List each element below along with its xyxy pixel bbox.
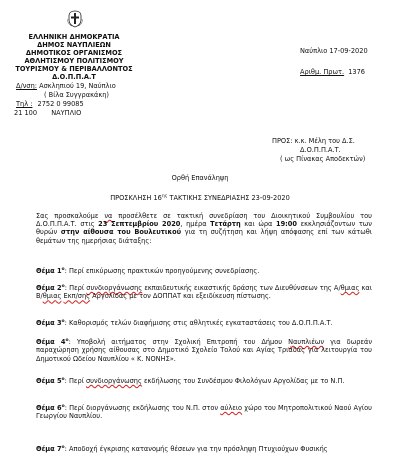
topic-sup: ο — [61, 267, 65, 272]
topic-text: εκδήλωσης του Συνδέσμου Φιλολόγων Αργολίδας με το Ν.Π. — [141, 377, 345, 386]
topic-text: : Περί επικύρωσης πρακτικών προηγούμενης συνεδρίασης. — [64, 267, 260, 276]
topic-6 — [36, 403, 372, 421]
building-name: ( Βίλα Συγγρακάκη) — [44, 91, 109, 99]
topic-text: θμιας — [340, 284, 360, 293]
intro-text-6: για τη συζήτηση και λήψη απόφασης επί των κάτωθι θεμάτων της ημερήσιας διάταξης: — [36, 228, 372, 245]
topic-label: Θέμα 2 — [36, 284, 62, 293]
intro-text-5: εκκλησιάζοντων των θυρών — [36, 220, 372, 237]
meeting-day: Τετάρτη — [210, 220, 241, 229]
protocol-number: 1376 — [348, 68, 365, 76]
topic-text: αύλειο — [220, 404, 243, 413]
topic-text: συνδιοργάνωσης — [86, 284, 143, 293]
org-line-3: ΔΗΜΟΤΙΚΟΣ ΟΡΓΑΝΙΣΜΟΣ — [25, 49, 123, 57]
phone-value: 2752 0 99085 — [37, 100, 84, 108]
meeting-date: 23 Σεπτεμβρίου 2020 — [98, 220, 181, 229]
topic-sup: ο — [61, 284, 65, 289]
topic-text: Αργολίδας με τον ΔΟΠΠΑΤ και εξειδίκευση πίστωσης. — [90, 292, 271, 301]
topic-3 — [36, 318, 372, 327]
city: ΝΑΥΠΛΙΟ — [51, 109, 82, 117]
topic-sup: ο — [61, 404, 65, 409]
topic-2 — [36, 283, 372, 301]
topic-label: Θέμα 5 — [36, 377, 62, 386]
org-line-6: Δ.Ο.Π.Π.Α.Τ — [52, 73, 96, 81]
protocol-label: Αριθμ. Πρωτ. — [300, 68, 345, 76]
topic-label: Θέμα 6 — [36, 404, 62, 413]
topic-text: : Περί — [64, 284, 87, 293]
topic-sup: ο — [61, 445, 65, 450]
topic-5 — [36, 376, 372, 385]
place-date: Ναύπλιο 17-09-2020 — [300, 47, 368, 55]
org-line-2: ΔΗΜΟΣ ΝΑΥΠΛΙΕΩΝ — [37, 41, 111, 49]
postal-row — [14, 109, 81, 117]
topic-text: : Περί — [64, 377, 86, 386]
topic-text: συνδιοργάνωσης — [86, 377, 142, 386]
phone-row — [16, 100, 84, 108]
topic-label: Θέμα 4 — [36, 338, 66, 347]
intro-text-2: προσέλθετε σε τακτική συνεδρίαση του Διοικητικού Συμβουλίου του Δ.Ο.Π.Π.Α.Τ. στις — [36, 212, 373, 229]
recipient-line-3: ( ως Πίνακας Αποδεκτών) — [280, 155, 366, 163]
greek-coat-of-arms-icon — [67, 10, 83, 28]
topic-text: χώρο του Μητροπολιτικού Ναού Αγίου Γεωργίου Ναυπλίου. — [36, 404, 372, 421]
topic-4 — [36, 337, 372, 363]
topic-text: : Αποδοχή έγκρισης κατανομής θέσεων για την πρόσληψη Πτυχιούχων Φυσικής — [64, 445, 328, 454]
address-label: Δ/νση: — [16, 82, 37, 90]
protocol-row — [300, 68, 365, 76]
intro-text-na: να — [104, 212, 113, 220]
org-line-1: ΕΛΛΗΝΙΚΗ ΔΗΜΟΚΡΑΤΙΑ — [28, 33, 120, 41]
recipient-line-2: Δ.Ο.Π.Π.Α.Τ. — [300, 146, 341, 154]
topic-sup: ο — [61, 377, 65, 382]
topic-text: Ναυπλιέων — [288, 338, 325, 347]
phone-label: Τηλ : — [16, 100, 33, 108]
meeting-time: 19:00 — [275, 220, 297, 229]
address-row — [16, 82, 116, 90]
intro-paragraph — [36, 212, 372, 245]
topic-label: Θέμα 1 — [36, 267, 62, 276]
topic-text: Εκπ/σης — [63, 292, 91, 301]
invitation-title — [0, 193, 400, 202]
invitation-title-sup: ης — [161, 194, 168, 199]
topic-1 — [36, 266, 372, 275]
topic-label: Θέμα 7 — [36, 445, 62, 454]
topic-text: : Καθορισμός τελών διαφήμισης στις αθλητικές εγκαταστάσεις του Δ.Ο.Π.Π.Α.Τ. — [64, 319, 333, 328]
meeting-place: στην αίθουσα του Βουλευτικού — [60, 228, 182, 237]
intro-text-4: και ώρα — [240, 220, 276, 229]
org-line-5: ΤΟΥΡΙΣΜΟΥ & ΠΕΡΙΒΑΛΛΟΝΤΟΣ — [15, 65, 133, 73]
intro-text-3: , ημέρα — [180, 220, 211, 229]
org-line-4: ΑΘΛΗΤΙΣΜΟΥ ΠΟΛΙΤΙΣΜΟΥ — [24, 57, 124, 65]
intro-text-1: Σας προσκαλούμε — [36, 212, 105, 220]
topic-text: θμιας — [42, 292, 62, 301]
topic-text: εκπαιδευτικής εικαστικής δράσης των Διευθύνσεων της Α/ — [142, 284, 341, 293]
invitation-title-post: ΤΑΚΤΙΚΗΣ ΣΥΝΕΔΡΙΑΣΗΣ 23-09-2020 — [167, 194, 290, 203]
topic-7 — [36, 444, 372, 453]
topic-text: και Β/ — [36, 284, 373, 301]
topic-text: : Περί διοργάνωσης εκδήλωσης του Ν.Π. στον — [64, 404, 221, 413]
topic-text: : Υποβολή αιτήματος στην Σχολική Επιτροπή του Δήμου — [68, 338, 289, 347]
topic-text: για δωρεάν παραχώρηση χρήσης αίθουσας στο Δημοτικό Σχολείο Τολού και Αγίας Τριάδας για λειτουργία του Δημοτικού Ωδείου Ναυπλίου « Κ. ΝΟΝΗΣ». — [36, 338, 373, 363]
repeat-title: Ορθή Επανάληψη — [171, 174, 229, 182]
topic-label: Θέμα 3 — [36, 319, 62, 328]
recipient-line-1: ΠΡΟΣ: κ.κ. Μέλη του Δ.Σ. — [272, 137, 355, 145]
address-value: Ασκληπιού 19, Ναύπλιο — [39, 82, 116, 90]
topic-sup: ο — [61, 319, 65, 324]
postal-code: 21 100 — [14, 109, 38, 117]
topic-sup: ο — [65, 338, 69, 343]
invitation-title-pre: ΠΡΟΣΚΛΗΣΗ 16 — [110, 194, 162, 203]
